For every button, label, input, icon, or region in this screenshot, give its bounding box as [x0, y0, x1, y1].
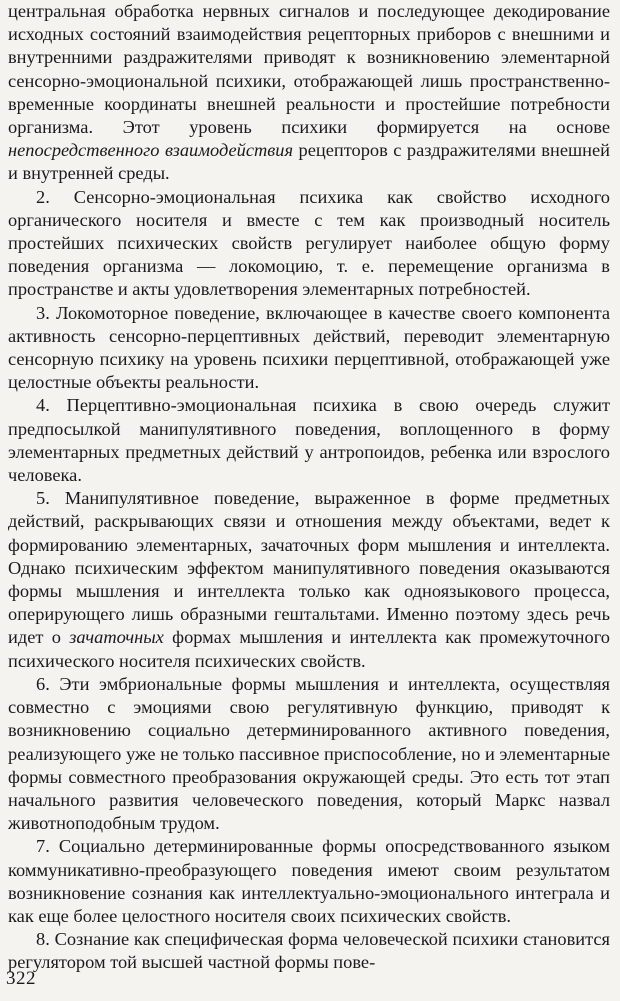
paragraph-8 — [8, 928, 610, 974]
paragraph-7 — [8, 835, 610, 928]
italic-text-run: непосредственного взаимодействия — [8, 140, 293, 161]
text-run: 8. Сознание как специфическая форма человеческой психики становится регулятором той высшей частной формы пове- — [8, 929, 610, 973]
text-run: 5. Манипулятивное поведение, выраженное в форме предметных действий, раскрывающих связи и отношения между объектами, ведет к формированию элементарных, зачаточных форм мышления и интеллекта. Однако психическим эффектом манипулятивного поведения оказываются формы мышления и интеллекта только как одноязыкового процесса, оперирующего лишь образными гештальтами. Именно поэтому здесь речь идет о — [8, 488, 610, 648]
paragraph-continuation — [8, 0, 610, 186]
paragraph-2 — [8, 186, 610, 302]
text-run: 7. Социально детерминированные формы опосредствованного языком коммуникативно-преобразующего поведения имеют своим результатом возникновение сознания как интеллектуально-эмоционального интеграла и как еще более целостного носителя своих психических свойств. — [8, 836, 610, 926]
italic-text-run: зачаточных — [69, 627, 164, 648]
paragraph-3 — [8, 302, 610, 395]
text-run: формах мышления и интеллекта как промежуточного психического носителя психических свойств. — [8, 627, 610, 671]
paragraph-4 — [8, 394, 610, 487]
text-run: 3. Локомоторное поведение, включающее в качестве своего компонента активность сенсорно-перцептивных действий, переводит элементарную сенсорную психику на уровень психики перцептивной, отображающей уже целостные объекты реальности. — [8, 302, 610, 393]
paragraph-5 — [8, 487, 610, 673]
page-number: 322 — [6, 968, 36, 989]
text-run: 2. Сенсорно-эмоциональная психика как свойство исходного органического носителя и вместе с тем как производный носитель простейших психических свойств регулирует наиболее общую форму поведения организма — локомоцию, т. е. перемещение организма в пространстве и акты удовлетворения элементарных потребностей. — [8, 186, 610, 300]
paragraph-6 — [8, 673, 610, 835]
body-text — [8, 0, 610, 975]
text-run: 4. Перцептивно-эмоциональная психика в свою очередь служит предпосылкой манипулятивного поведения, воплощенного в форму элементарных предметных действий у антропоидов, ребенка или взрослого человека. — [8, 395, 610, 486]
text-run: рецепторов с раздражителями внешней и внутренней среды. — [8, 140, 610, 184]
text-run: 6. Эти эмбриональные формы мышления и интеллекта, осуществляя совместно с эмоциями свою регулятивную функцию, приводят к возникновению социально детерминированного активного поведения, реализующего уже не только пассивное приспособление, но и элементарные формы совместного преобразования окружающей среды. Это есть тот этап начального развития человеческого поведения, который Маркс назвал животноподобным трудом. — [8, 673, 610, 834]
text-run: центральная обработка нервных сигналов и последующее декодирование исходных состояний взаимодействия рецепторных приборов с внешними и внутренними раздражителями приводят к возникновению элементарной сенсорно-эмоциональной психики, отображающей лишь пространственно-временные координаты внешней реальности и простейшие потребности организма. Этот уровень психики формируется на основе — [8, 1, 610, 138]
